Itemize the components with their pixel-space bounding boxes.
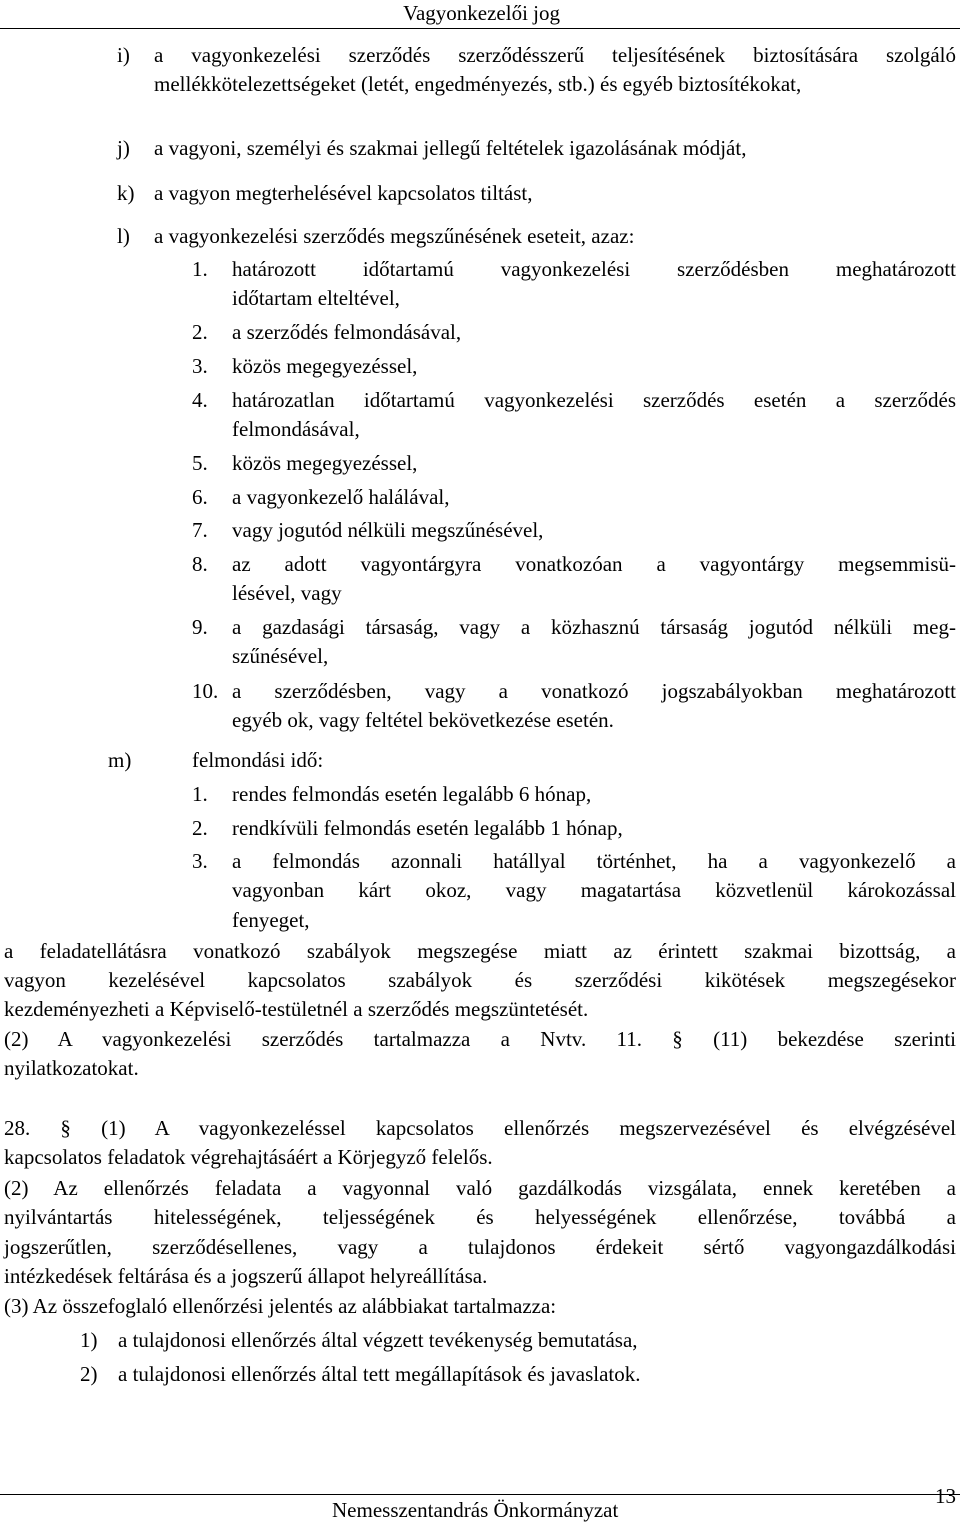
paragraph-line: a feladatellátásra vonatkozó szabályok megszegése miatt az érintett szakmai bizottság, a <box>4 939 956 963</box>
paragraph-line: (2) A vagyonkezelési szerződés tartalmazza a Nvtv. 11. § (11) bekezdése szerinti <box>4 1027 956 1051</box>
paragraph-line: vagyon kezelésével kapcsolatos szabályok és szerződési kikötések megszegésekor <box>4 968 956 992</box>
list-item-label: l) <box>117 224 130 248</box>
page-footer <box>0 1484 960 1525</box>
list-item-line: felmondásával, <box>232 417 360 441</box>
list-item-label: 2. <box>192 320 208 344</box>
list-item-label: j) <box>117 136 130 160</box>
list-item-line: az adott vagyontárgyra vonatkozóan a vagyontárgy megsemmisü- <box>232 552 956 576</box>
paragraph-line: nyilatkozatokat. <box>4 1056 139 1080</box>
header-title: Vagyonkezelői jog <box>403 1 560 25</box>
list-item-line: határozott időtartamú vagyonkezelési szerződésben meghatározott <box>232 257 956 281</box>
list-item-line: rendkívüli felmondás esetén legalább 1 hónap, <box>232 816 623 840</box>
page-header <box>0 0 960 28</box>
list-item-label: 5. <box>192 451 208 475</box>
list-item-label: 2) <box>80 1362 98 1386</box>
paragraph-line: nyilvántartás hitelességének, teljességének és helyességének ellenőrzése, továbbá a <box>4 1205 956 1229</box>
list-item-label: i) <box>117 43 130 67</box>
paragraph-line: jogszerűtlen, szerződésellenes, vagy a tulajdonos érdekeit sértő vagyongazdálkodási <box>4 1235 956 1259</box>
list-item-label: 1. <box>192 782 208 806</box>
list-item-line: a tulajdonosi ellenőrzés által végzett tevékenység bemutatása, <box>118 1328 638 1352</box>
list-item-line: a tulajdonosi ellenőrzés által tett megállapítások és javaslatok. <box>118 1362 641 1386</box>
paragraph-line: (2) Az ellenőrzés feladata a vagyonnal való gazdálkodás vizsgálata, ennek keretében a <box>4 1176 956 1200</box>
list-item-line: felmondási idő: <box>192 748 324 772</box>
paragraph-line: 28. § (1) A vagyonkezeléssel kapcsolatos ellenőrzés megszervezésével és elvégzésével <box>4 1116 956 1140</box>
list-item-line: egyéb ok, vagy feltétel bekövetkezése esetén. <box>232 708 614 732</box>
footer-rule <box>0 1494 960 1495</box>
paragraph-line: kapcsolatos feladatok végrehajtásáért a Körjegyző felelős. <box>4 1145 493 1169</box>
list-item-line: közös megegyezéssel, <box>232 451 418 475</box>
list-item-line: lésével, vagy <box>232 581 342 605</box>
list-item-label: 1) <box>80 1328 98 1352</box>
list-item-line: fenyeget, <box>232 908 310 932</box>
page-number: 13 <box>935 1484 956 1508</box>
list-item-label: 7. <box>192 518 208 542</box>
list-item-line: szűnésével, <box>232 644 329 668</box>
list-item-label: 1. <box>192 257 208 281</box>
footer-org: Nemesszentandrás Önkormányzat <box>332 1498 619 1522</box>
list-item-label: m) <box>108 748 132 772</box>
list-item-label: 6. <box>192 485 208 509</box>
list-item-line: határozatlan időtartamú vagyonkezelési szerződés esetén a szerződés <box>232 388 956 412</box>
paragraph-line: kezdeményezheti a Képviselő-testületnél a szerződés megszüntetését. <box>4 997 589 1021</box>
header-rule <box>0 28 960 29</box>
list-item-label: 9. <box>192 615 208 639</box>
list-item-line: a vagyonkezelési szerződés megszűnésének eseteit, azaz: <box>154 224 635 248</box>
paragraph-line: (3) Az összefoglaló ellenőrzési jelentés az alábbiakat tartalmazza: <box>4 1294 557 1318</box>
list-item-label: 4. <box>192 388 208 412</box>
list-item-line: a gazdasági társaság, vagy a közhasznú társaság jogutód nélküli meg- <box>232 615 956 639</box>
list-item-line: a szerződés felmondásával, <box>232 320 462 344</box>
list-item-label: 8. <box>192 552 208 576</box>
list-item-label: 2. <box>192 816 208 840</box>
list-item-label: k) <box>117 181 135 205</box>
list-item-label: 3. <box>192 354 208 378</box>
list-item-label: 10. <box>192 679 219 703</box>
paragraph-line: intézkedések feltárása és a jogszerű állapot helyreállítása. <box>4 1264 488 1288</box>
list-item-line: a vagyonkezelő halálával, <box>232 485 450 509</box>
list-item-line: közös megegyezéssel, <box>232 354 418 378</box>
list-item-line: vagyonban kárt okoz, vagy magatartása közvetlenül károkozással <box>232 878 956 902</box>
list-item-label: 3. <box>192 849 208 873</box>
list-item-line: rendes felmondás esetén legalább 6 hónap, <box>232 782 592 806</box>
list-item-line: a vagyoni, személyi és szakmai jellegű feltételek igazolásának módját, <box>154 136 747 160</box>
list-item-line: vagy jogutód nélküli megszűnésével, <box>232 518 544 542</box>
list-item-line: a szerződésben, vagy a vonatkozó jogszabályokban meghatározott <box>232 679 956 703</box>
list-item-line: időtartam elteltével, <box>232 286 400 310</box>
list-item-line: a vagyonkezelési szerződés szerződésszerű teljesítésének biztosítására szolgáló <box>154 43 956 67</box>
list-item-line: a vagyon megterhelésével kapcsolatos tiltást, <box>154 181 533 205</box>
list-item-line: a felmondás azonnali hatállyal történhet, ha a vagyonkezelő a <box>232 849 956 873</box>
list-item-line: mellékkötelezettségeket (letét, engedményezés, stb.) és egyéb biztosítékokat, <box>154 72 802 96</box>
